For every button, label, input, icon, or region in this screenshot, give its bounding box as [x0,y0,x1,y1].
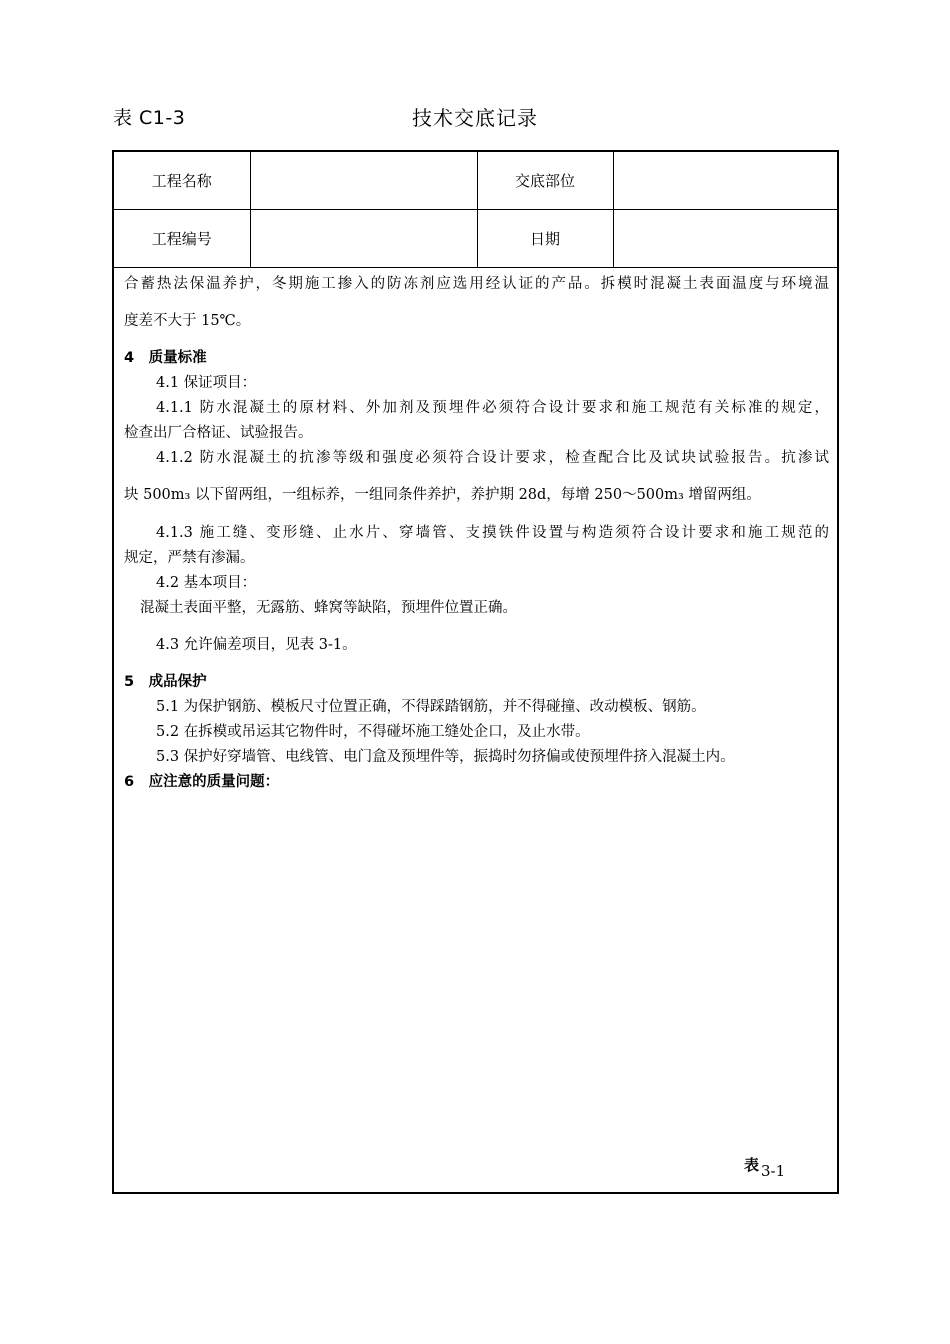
date-label: 日期 [477,210,613,268]
body-line: 4.1.3 施工缝、变形缝、止水片、穿墙管、支摸铁件设置与构造须符合设计要求和施工规范的 [156,525,829,541]
section-heading-5: 5 成品保护 [124,674,207,690]
project-no-label: 工程编号 [114,210,250,268]
body-line: 5.3 保护好穿墙管、电线管、电门盒及预埋件等，振捣时勿挤偏或使预埋件挤入混凝土内。 [156,749,735,765]
body-line: 4.3 允许偏差项目，见表 3-1。 [156,637,357,653]
section-heading-6: 6 应注意的质量问题： [124,774,280,790]
form-id: 表 C1-3 [113,107,186,129]
body-line: 规定，严禁有渗漏。 [124,550,255,566]
table-reference-label: 表 [744,1156,760,1174]
body-line: 4.2 基本项目： [156,575,257,591]
body-line: 5.1 为保护钢筋、模板尺寸位置正确，不得踩踏钢筋，并不得碰撞、改动模板、钢筋。 [156,699,706,715]
location-label: 交底部位 [477,152,613,210]
body-line: 检查出厂合格证、试验报告。 [124,425,313,441]
body-line: 4.1 保证项目： [156,375,257,391]
location-value [613,152,837,210]
project-no-value [250,210,477,268]
header-table [114,152,837,268]
project-name-value [250,152,477,210]
body-line: 4.1.1 防水混凝土的原材料、外加剂及预埋件必须符合设计要求和施工规范有关标准的规定， [156,400,829,416]
table-reference [744,1154,786,1180]
section-heading-4: 4 质量标准 [124,350,207,366]
body-line: 混凝土表面平整，无露筋、蜂窝等缺陷，预埋件位置正确。 [140,600,517,616]
project-name-label: 工程名称 [114,152,250,210]
body-line: 5.2 在拆模或吊运其它物件时，不得碰坏施工缝处企口，及止水带。 [156,724,590,740]
table-reference-number: 3-1 [761,1162,786,1180]
body-line: 度差不大于 15℃。 [124,313,251,329]
body-line: 4.1.2 防水混凝土的抗渗等级和强度必须符合设计要求，检查配合比及试块试验报告。抗渗试 [156,450,829,466]
body-line: 合蓄热法保温养护，冬期施工掺入的防冻剂应选用经认证的产品。拆模时混凝土表面温度与环境温 [124,276,829,292]
body-line: 块 500m₃ 以下留两组，一组标养，一组同条件养护，养护期 28d，每增 250～500m₃ 增留两组。 [124,487,761,503]
record-frame [112,150,839,1194]
date-value [613,210,837,268]
page-title: 技术交底记录 [412,106,538,130]
